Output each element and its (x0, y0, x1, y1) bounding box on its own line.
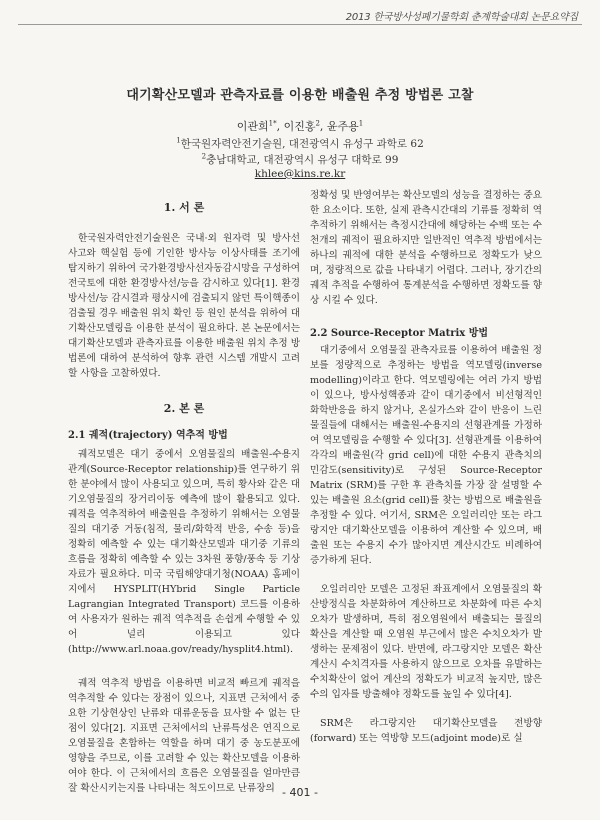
running-header: 2013 한국방사성폐기물학회 춘계학술대회 논문요약집 (345, 12, 578, 23)
subsection-2-1-heading: 2.1 궤적(trajectory) 역추적 방법 (68, 430, 228, 441)
author-name-3: , 윤주용 (319, 120, 359, 133)
header-rule (18, 24, 582, 25)
paper-title: 대기확산모델과 관측자료를 이용한 배출원 추정 방법론 고찰 (126, 88, 474, 103)
subsection-2-1-paragraph-1: 궤적모델은 대기 중에서 오염물질의 배출원-수용지 관계(Source-Receptor relationship)를 연구하기 위한 분야에서 많이 사용되고 있으며, 특히 황사와 같은 대기오염물질의 장거리이동 예측에 많이 활용되고 있다. 궤적을 역추적하여 배출원을 추정하기 위해서는 오염물질의 대기중 거동(침적, 물리/화학적 반응, 수송 등)을 정확히 예측할 수 있는 대기확산모델과 대기중 기류의 흐름을 정확히 예측할 수 있는 3차원 풍향/풍속 등 기상자료가 필요하다. 미국 국립해양대기청(NOAA) 홈페이지에서 HYSPLIT(HYbrid Single Particle Lagrangian Integrated Transport) 코드를 이용하여 사용자가 원하는 궤적 역추적을 손쉽게 수행할 수 있어 널리 이용되고 있다(http://www.arl.noaa.gov/ready/hysplit4.html). (68, 449, 300, 655)
author-mark-2: 2 (315, 119, 320, 128)
affiliation-mark-2: 2 (201, 152, 207, 161)
body-heading: 2. 본 론 (163, 402, 205, 415)
author-mark-3: 1 (358, 119, 364, 128)
intro-paragraph: 한국원자력안전기술원은 국내·외 원자력 및 방사선 사고와 핵실험 등에 기인한 방사능 이상사태를 조기에 탐지하기 위하여 국가환경방사선자동감시망을 구성하여 전국토에 대한 환경방사선/능을 감시하고 있다[1]. 환경방사선/능 감시결과 평상시에 검출되지 않던 특이핵종이 검출될 경우 배출원 위치 확인 등 원인 분석을 위하여 대기확산모델링을 이용한 분석이 필요하다. 본 논문에서는 대기확산모델과 관측자료를 이용한 배출원 위치 추정 방법론에 대하여 분석하여 향후 관련 시스템 개발시 고려할 사항을 고찰하였다. (68, 233, 300, 379)
author-line (0, 118, 600, 134)
subsection-2-2-paragraph-2: 오일러리안 모델은 고정된 좌표계에서 오염물질의 확산방정식을 차분화하여 계산하므로 차분화에 따른 수치오차가 발생하며, 특히 점오염원에서 배출되는 물질의 확산을 계산할 때 오염원 부근에서 많은 수치오차가 발생하는 문제점이 있다. 반면에, 라그랑지안 모델은 확산계산시 수치격자를 사용하지 않으므로 오차를 유발하는 수치확산이 없어 계산의 정확도가 비교적 높지만, 많은 수의 입자를 방출해야 정확도를 높일 수 있다[4]. (310, 584, 542, 700)
affiliation-1 (0, 136, 600, 151)
author-name-2: , 이진홍 (276, 120, 316, 133)
affiliation-text-1: 한국원자력안전기술원, 대전광역시 유성구 과학로 62 (180, 138, 424, 150)
author-email[interactable]: khlee@kins.re.kr (254, 168, 346, 180)
subsection-2-2-heading: 2.2 Source-Receptor Matrix 방법 (310, 328, 489, 339)
subsection-2-2-paragraph-3: SRM은 라그랑지안 대기확산모델을 전방향(forward) 또는 역방향 모드(adjoint mode)로 실 (310, 718, 542, 744)
subsection-2-1-paragraph-2: 궤적 역추적 방법을 이용하면 비교적 빠르게 궤적을 역추적할 수 있다는 장점이 있으나, 지표면 근처에서 중요한 기상현상인 난류와 대류운동을 묘사할 수 없는 단점이 있다[2]. 지표면 근처에서의 난류특성은 연직으로 오염물질을 혼합하는 역할을 하며 대기 중 농도분포에 영향을 주므로, 이를 고려할 수 있는 확산모델을 이용하여야 한다. 이 근처에서의 흐름은 오염물질을 얼마만큼 잘 확산시키는지를 나타내는 척도이므로 난류장의 (68, 678, 300, 794)
left-column-bottom (68, 676, 300, 794)
author-mark-1: 1* (268, 119, 277, 128)
right-column (310, 188, 542, 746)
author-name-1: 이관희 (236, 120, 269, 133)
right-column-paragraph-1: 정확성 및 반영여부는 확산모델의 성능을 결정하는 중요한 요소이다. 또한, 실제 관측시간대의 기류를 정확히 역추적하기 위해서는 측정시간대에 해당하는 수백 또는 수천개의 궤적이 필요하지만 일반적인 역추적 방법에서는 하나의 궤적에 대한 분석을 수행하므로 정확도가 낮으며, 정량적으로 값을 나타내기 어렵다. 그러나, 장기간의 궤적 추적을 수행하여 통계분석을 수행하면 정확도를 향상 시킬 수 있다. (310, 190, 542, 306)
subsection-2-2-paragraph-1: 대기중에서 오염물질 관측자료를 이용하여 배출원 정보를 정량적으로 추정하는 방법을 역모델링(inverse modelling)이라고 한다. 역모델링에는 여러 가지 방법이 있으나, 방사성핵종과 같이 대기중에서 비선형적인 화학반응을 하지 않거나, 온실가스와 같이 반응이 느린 물질들에 대해서는 배출원-수용지의 선형관계를 가정하여 역모델링을 수행할 수 있다[3]. 선형관계를 이용하여 각각의 배출원(각 grid cell)에 대한 수용지 관측치의 민감도(sensitivity)로 구성된 Source-Receptor Matrix (SRM)를 구한 후 관측치를 가장 잘 설명할 수 있는 배출원 요소(grid cell)를 찾는 방법으로 배출원을 추정할 수 있다. 여기서, SRM은 오일러리안 또는 라그랑지안 대기확산모델을 이용하여 계산할 수 있으며, 배출원 또는 수용지 수가 많아지면 계산시간도 비례하여 증가하게 된다. (310, 345, 542, 566)
affiliation-text-2: 충남대학교, 대전광역시 유성구 대학로 99 (206, 154, 399, 166)
page-number: - 401 - (282, 786, 318, 799)
affiliation-mark-1: 1 (176, 136, 181, 145)
left-column-top (68, 200, 300, 657)
intro-heading: 1. 서 론 (163, 201, 205, 214)
affiliation-2 (0, 152, 600, 167)
